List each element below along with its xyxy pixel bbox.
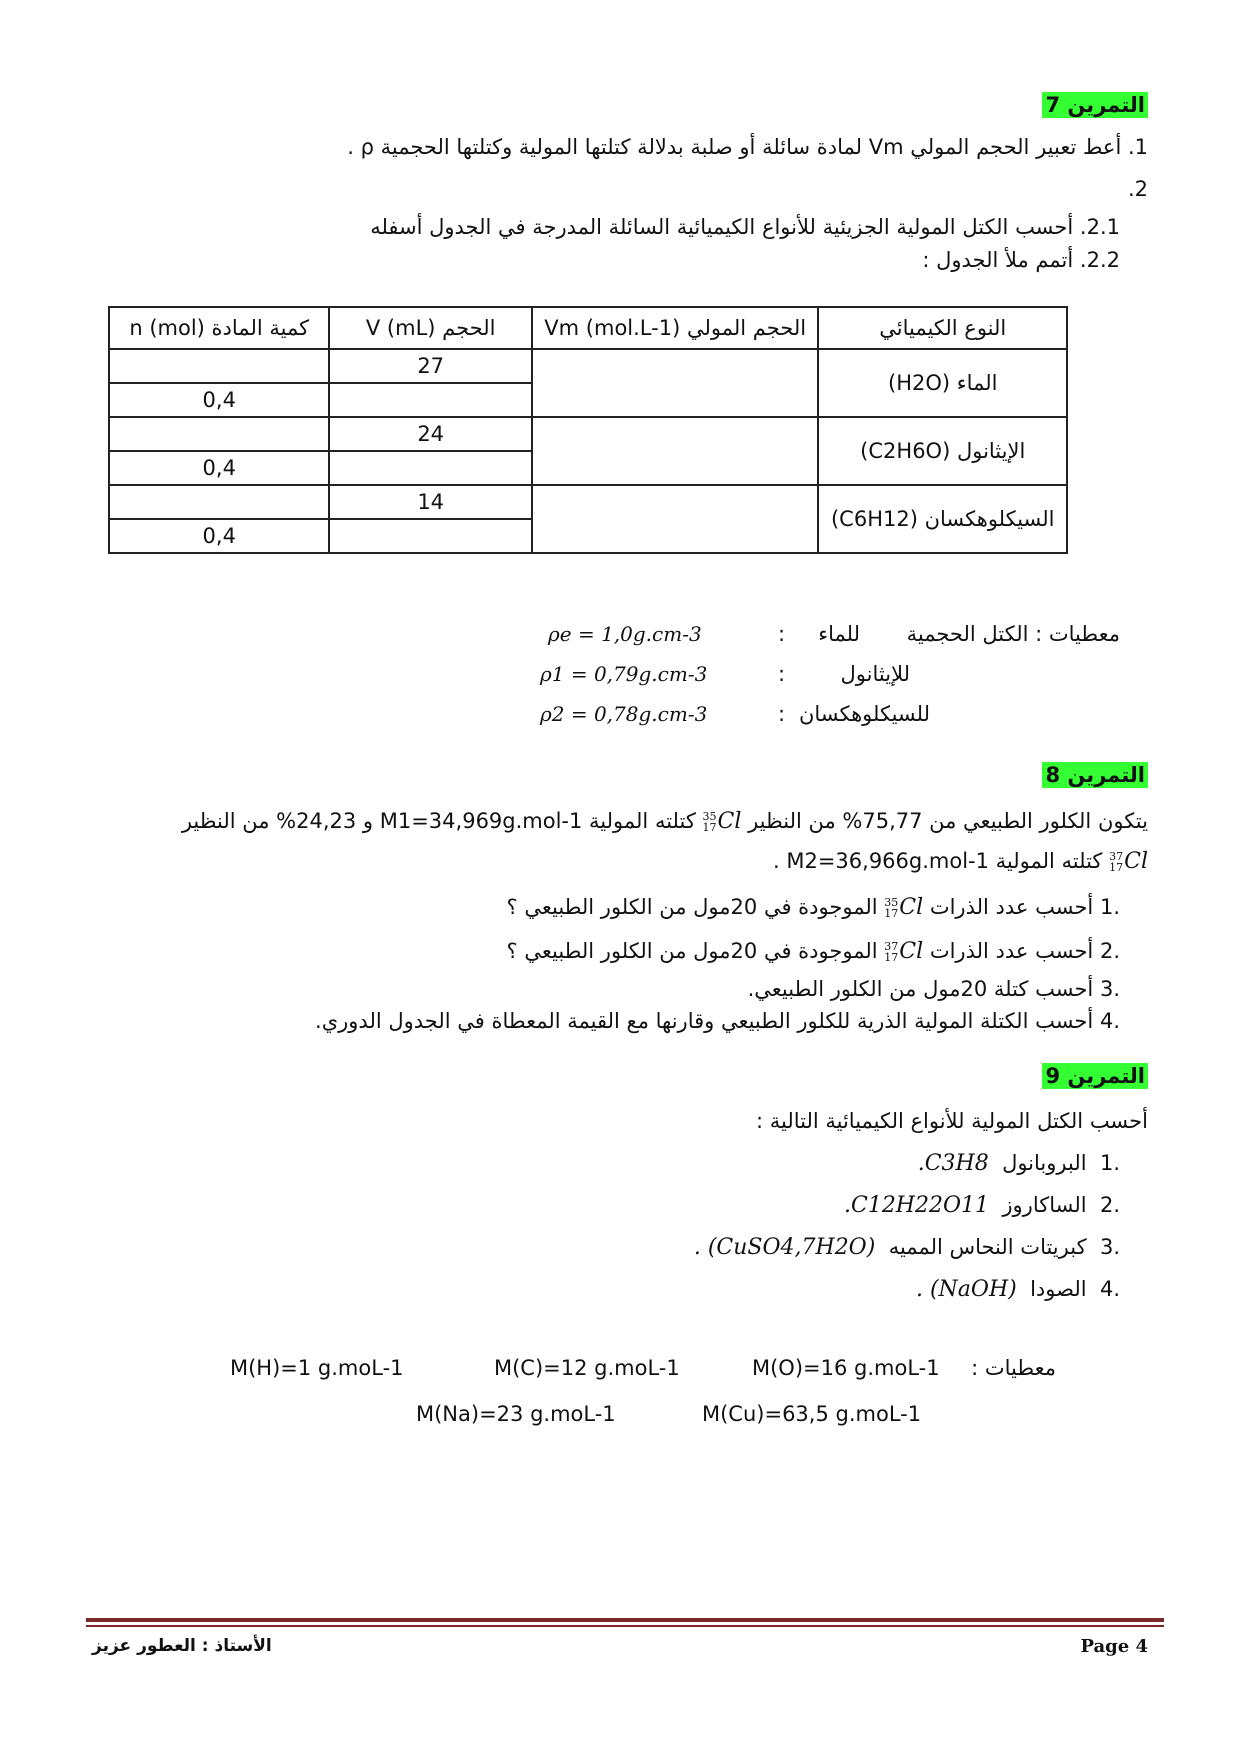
table-row xyxy=(109,485,1067,519)
ex9-intro: أحسب الكتل المولية للأنواع الكيميائية التالية : xyxy=(755,1109,1148,1133)
molar-volume-cell xyxy=(532,349,819,417)
amount-cell: 0,4 xyxy=(109,383,329,417)
ex9-given: M(Na)=23 g.moL-1 xyxy=(416,1402,616,1426)
chlorine-37-symbol: 37 17 Cl xyxy=(1109,849,1148,874)
species-cell: الإيثانول (C2H6O) xyxy=(818,417,1067,485)
volume-cell xyxy=(329,383,531,417)
volume-cell: 24 xyxy=(329,417,531,451)
ex9-givens-label: معطيات : xyxy=(971,1356,1056,1380)
ex7-given-value: ρ2 = 0,78g.cm-3 xyxy=(540,702,708,726)
table-header: كمية المادة n (mol) xyxy=(109,307,329,349)
ex8-intro-line-2: 37 17 Cl كتلته المولية M2=36,966g.mol-1 . xyxy=(773,846,1148,877)
ex9-given: M(C)=12 g.moL-1 xyxy=(494,1356,680,1380)
ex7-question-2-1: 2.1. أحسب الكتل المولية الجزيئية للأنواع الكيميائية السائلة المدرجة في الجدول أسفله xyxy=(370,215,1120,239)
table-row xyxy=(109,349,1067,383)
ex7-given-label: للماء xyxy=(818,622,860,646)
chlorine-35-symbol: 35 17 Cl xyxy=(884,895,924,920)
amount-cell xyxy=(109,349,329,383)
molar-volume-cell xyxy=(532,417,819,485)
amount-cell: 0,4 xyxy=(109,519,329,553)
chlorine-37-symbol: 37 17 Cl xyxy=(884,939,924,964)
ex8-question-3: .3 أحسب كتلة 20مول من الكلور الطبيعي. xyxy=(747,977,1120,1001)
ex8-intro-line-1: يتكون الكلور الطبيعي من 75,77% من النظير 35 17 Cl كتلته المولية M1=34,969g.mol-1 و 24,23% من النظير xyxy=(182,806,1148,837)
table-row xyxy=(109,417,1067,451)
footer-divider xyxy=(86,1618,1164,1622)
exercise-8-title: التمرين 8 xyxy=(1042,763,1148,787)
ex7-given-label: للسيكلوهكسان xyxy=(798,702,930,726)
ex7-question-2-2: 2.2. أتمم ملأ الجدول : xyxy=(922,248,1120,272)
ex8-question-2: .2 أحسب عدد الذرات 37 17 Cl الموجودة في 20مول من الكلور الطبيعي ؟ xyxy=(507,936,1120,967)
volume-cell xyxy=(329,519,531,553)
ex7-given-value: ρe = 1,0g.cm-3 xyxy=(548,622,702,646)
table-header: الحجم V (mL) xyxy=(329,307,531,349)
ex7-givens-title: معطيات : الكتل الحجمية xyxy=(906,622,1120,646)
footer-page-number: Page 4 xyxy=(1080,1636,1148,1657)
ex8-question-4: .4 أحسب الكتلة المولية الذرية للكلور الطبيعي وقارنها مع القيمة المعطاة في الجدول الدوري. xyxy=(315,1009,1120,1033)
volume-cell: 27 xyxy=(329,349,531,383)
ex9-item: .3 كبريتات النحاس المميه (CuSO4,7H2O) . xyxy=(693,1235,1120,1260)
ex7-given-sep: : xyxy=(778,622,786,646)
species-cell: الماء (H2O) xyxy=(818,349,1067,417)
amount-cell xyxy=(109,485,329,519)
ex8-question-1: .1 أحسب عدد الذرات 35 17 Cl الموجودة في 20مول من الكلور الطبيعي ؟ xyxy=(507,892,1120,923)
species-cell: السيكلوهكسان (C6H12) xyxy=(818,485,1067,553)
exercise-7-title: التمرين 7 xyxy=(1042,93,1148,117)
molar-volume-cell xyxy=(532,485,819,553)
ex7-given-label: للإيثانول xyxy=(840,662,910,686)
table-header: الحجم المولي Vm (mol.L-1) xyxy=(532,307,819,349)
ex9-given: M(H)=1 g.moL-1 xyxy=(230,1356,404,1380)
ex7-question-1: 1. أعط تعبير الحجم المولي Vm لمادة سائلة أو صلبة بدلالة كتلتها المولية وكتلتها الحجمية ρ . xyxy=(347,135,1148,159)
ex7-given-sep: : xyxy=(778,662,786,686)
ex9-given: M(Cu)=63,5 g.moL-1 xyxy=(702,1402,922,1426)
table-header-row xyxy=(109,307,1067,349)
chlorine-35-symbol: 35 17 Cl xyxy=(702,809,742,834)
ex9-item: .2 الساكاروز C12H22O11. xyxy=(843,1193,1120,1218)
ex9-given: M(O)=16 g.moL-1 xyxy=(752,1356,940,1380)
ex9-item: .1 البروبانول C3H8. xyxy=(917,1151,1120,1176)
molar-volume-table xyxy=(108,306,1068,554)
amount-cell xyxy=(109,417,329,451)
table-header: النوع الكيميائي xyxy=(818,307,1067,349)
volume-cell: 14 xyxy=(329,485,531,519)
volume-cell xyxy=(329,451,531,485)
exercise-9-title: التمرين 9 xyxy=(1042,1064,1148,1088)
ex7-given-value: ρ1 = 0,79g.cm-3 xyxy=(540,662,708,686)
amount-cell: 0,4 xyxy=(109,451,329,485)
footer-teacher: الأستاذ : العطور عزيز xyxy=(92,1636,272,1656)
ex7-question-2: 2. xyxy=(1127,177,1148,201)
ex9-item: .4 الصودا (NaOH) . xyxy=(915,1277,1120,1302)
ex7-given-sep: : xyxy=(778,702,786,726)
footer-divider xyxy=(86,1625,1164,1627)
